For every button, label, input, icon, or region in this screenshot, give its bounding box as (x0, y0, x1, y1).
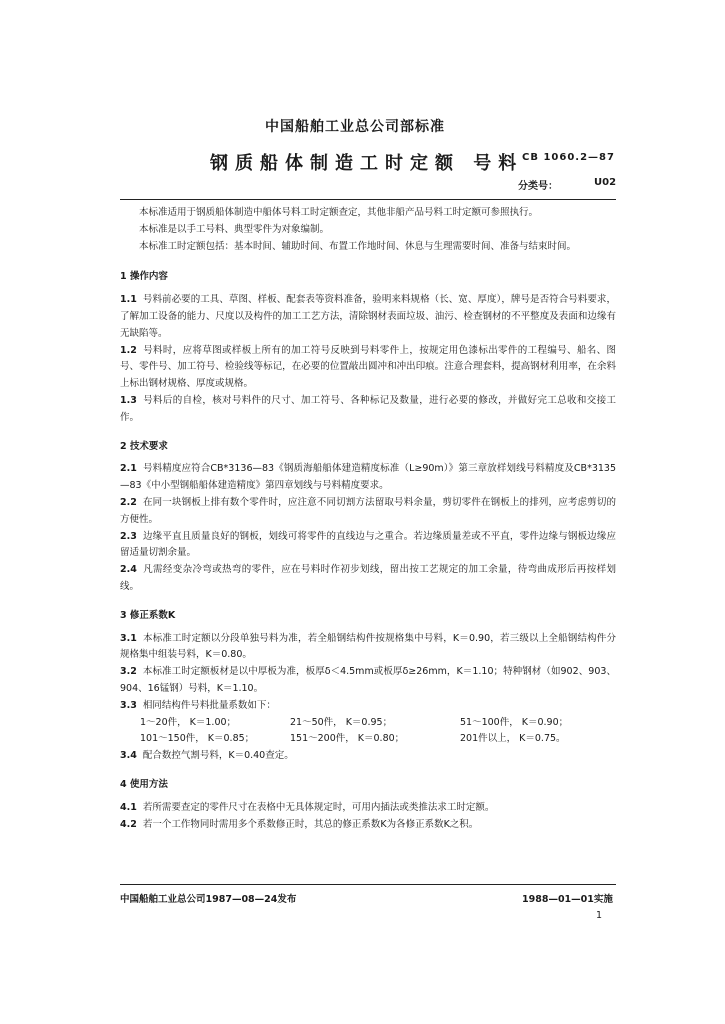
clause-text: 相同结构件号料批量系数如下： (142, 699, 276, 711)
clause-number: 3.3 (120, 699, 137, 711)
clause (120, 748, 616, 765)
clause-text: 本标准工时定额板材是以中厚板为准，板厚δ＜4.5mm或板厚δ≥26mm，K＝1.10；特种钢材（如902、903、904、16锰钢）号料，K＝1.10。 (120, 666, 616, 694)
clause-number: 1.3 (120, 394, 137, 406)
standard-title: 钢质船体制造工时定额 号料 (210, 153, 524, 174)
clause-text: 本标准工时定额以分段单独号料为准，若全船钢结构件按规格集中号料，K＝0.90，若三级以上全船钢结构件分规格集中组装号料，K＝0.80。 (120, 632, 616, 661)
clause-text: 号料后的自检，核对号料件的尺寸、加工符号、各种标记及数量，进行必要的修改，并做好完工总收和交接工作。 (120, 394, 616, 423)
clause-number: 2.3 (120, 530, 137, 542)
clause (120, 529, 616, 563)
clause (120, 393, 616, 427)
batch-factor: 151～200件， K＝0.80； (290, 733, 405, 745)
clause-number: 3.4 (120, 750, 137, 762)
clause-number: 4.2 (120, 818, 137, 830)
clause-number: 1.2 (120, 344, 137, 356)
batch-factor-row (120, 731, 616, 748)
issuing-organization: 中国船舶工业总公司部标准 (265, 119, 445, 135)
clause-text: 在同一块钢板上排有数个零件时，应注意不同切割方法留取号料余量，剪切零件在钢板上的排列，应考虑剪切的方便性。 (120, 496, 616, 525)
batch-factor: 51～100件， K＝0.90； (460, 716, 569, 728)
batch-factor-row (120, 715, 616, 732)
clause (120, 817, 616, 834)
clause (120, 664, 616, 698)
document-body (120, 205, 616, 833)
batch-factor: 1～20件， K＝1.00； (140, 716, 237, 728)
section-heading: 2 技术要求 (120, 440, 168, 452)
clause-number: 4.1 (120, 801, 137, 813)
clause-number: 1.1 (120, 294, 137, 306)
clause-text: 凡需经变杂冷弯或热弯的零件，应在号料时作初步划线，留出按工艺规定的加工余量，待弯曲成形后再按样划线。 (120, 564, 616, 592)
clause-text: 号料精度应符合CB*3136—83《钢质海船船体建造精度标准（L≥90m）》第三章放样划线号料精度及CB*3135—83《中小型钢船船体建造精度》第四章划线与号料精度要求。 (120, 463, 616, 492)
clause (120, 631, 616, 665)
clause-text: 号料时，应将草图或样板上所有的加工符号反映到号料零件上，按规定用色漆标出零件的工程编号、船名、图号、零件号、加工符号、检验线等标记，在必要的位置敲出圆冲和冲出印痕。注意合理套料，提高钢材利用率，在余料上标出钢材规格、厚度或规格。 (120, 344, 616, 390)
intro-paragraph: 本标准适用于钢质船体制造中船体号料工时定额查定，其他非船产品号料工时定额可参照执行。 (139, 207, 539, 218)
clause (120, 800, 616, 817)
section-heading: 4 使用方法 (120, 778, 168, 790)
clause-text: 边缘平直且质量良好的钢板，划线可将零件的直线边与之重合。若边缘质量差或不平直，零件边缘与钢板边缘应留适量切割余量。 (120, 530, 616, 559)
footer-divider (120, 884, 616, 885)
intro-paragraph: 本标准是以手工号料、典型零件为对象编制。 (139, 223, 330, 235)
clause (120, 343, 616, 393)
clause-text: 号料前必要的工具、草图、样板、配套表等资料准备，验明来料规格（长、宽、厚度），牌号是否符合号料要求，了解加工设备的能力、尺度以及构件的加工工艺方法，清除钢材表面垃圾、油污、检查钢材的不平整度及表面和边缘有无缺陷等。 (120, 294, 616, 339)
issue-date: 中国船舶工业总公司1987—08—24发布 (120, 894, 297, 905)
intro-paragraph: 本标准工时定额包括：基本时间、辅助时间、布置工作地时间、休息与生理需要时间、准备与结束时间。 (139, 240, 577, 252)
clause-text: 若所需要查定的零件尺寸在表格中无具体规定时，可用内插法或类推法求工时定额。 (142, 801, 495, 813)
batch-factor: 21～50件， K＝0.95； (290, 716, 393, 728)
batch-factor: 101～150件， K＝0.85； (140, 733, 255, 745)
clause (120, 292, 616, 342)
clause-text: 若一个工作物同时需用多个系数修正时，其总的修正系数K为各修正系数K之积。 (142, 818, 479, 830)
clause (120, 461, 616, 495)
clause-number: 2.2 (120, 496, 137, 508)
clause (120, 495, 616, 529)
page-number: 1 (596, 910, 603, 921)
clause (120, 562, 616, 596)
standard-code: CB 1060.2—87 (522, 152, 615, 163)
effective-date: 1988—01—01实施 (522, 894, 613, 905)
clause-number: 2.4 (120, 564, 137, 576)
header-divider (120, 199, 616, 200)
clause-number: 3.2 (120, 666, 137, 678)
section-heading: 1 操作内容 (120, 271, 168, 283)
clause-text: 配合数控气割号料，K＝0.40查定。 (142, 750, 294, 762)
classification-label: 分类号： (518, 181, 558, 192)
clause-number: 3.1 (120, 632, 137, 644)
batch-factor: 201件以上， K＝0.75。 (460, 733, 566, 745)
clause-number: 2.1 (120, 463, 137, 475)
section-heading: 3 修正系数K (120, 609, 176, 621)
clause (120, 698, 616, 715)
classification-value: U02 (594, 177, 617, 188)
